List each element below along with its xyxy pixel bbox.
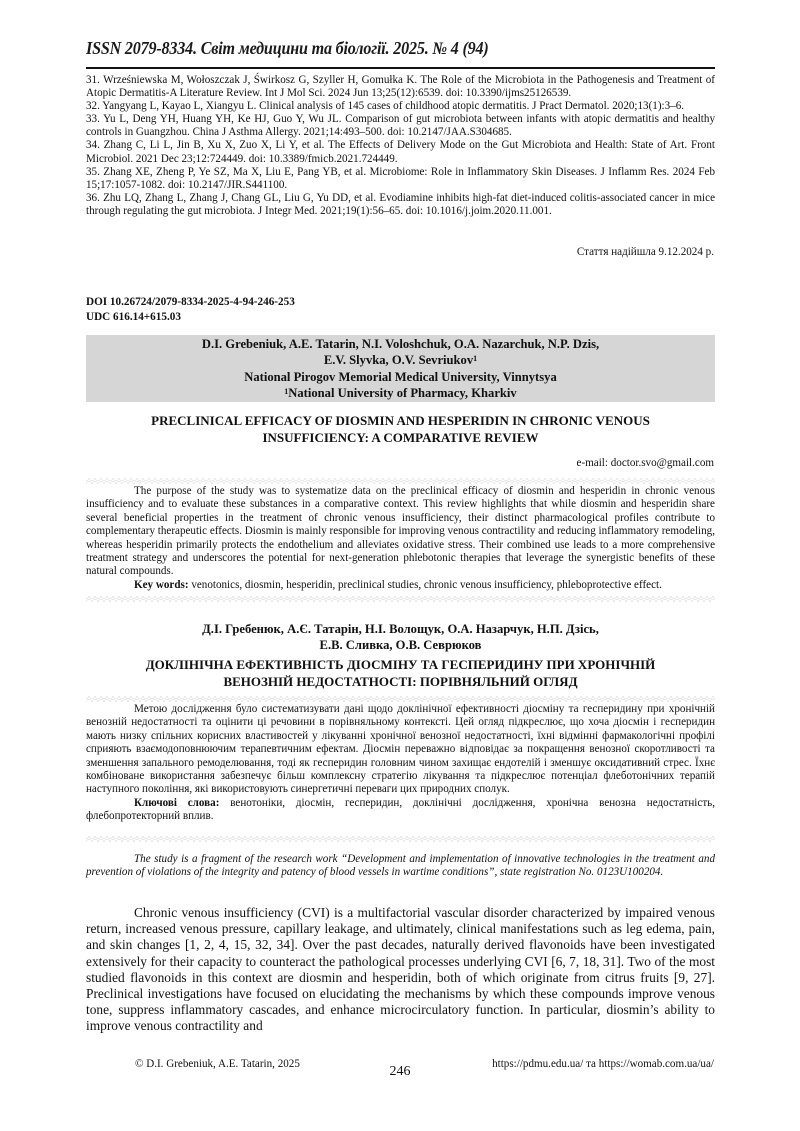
- body-paragraph: Chronic venous insufficiency (CVI) is a multifactorial vascular disorder characterized by impaired venous return, increased venous pressure, capillary leakage, and ultimately, clinical manifestations such as leg edema, pain, and skin changes [1, 2, 4, 15, 32, 34]. Over the past decades, naturally derived flavonoids have been investigated extensively for their capacity to counteract the pathological processes underlying CVI [6, 7, 18, 31]. Two of the most studied flavonoids in this context are diosmin and hesperidin, both of which originate from citrus fruits [9, 27]. Preclinical investigations have focused on elucidating the mechanisms by which these compounds improve venous tone, suppress inflammatory cascades, and enhance microcirculatory function. In particular, diosmin’s ability to improve venous contractility and: [86, 905, 715, 1034]
- abstract-en: [86, 485, 715, 592]
- reference-item: 35. Zhang XE, Zheng P, Ye SZ, Ma X, Liu E, Pang YB, et al. Microbiome: Role in Inflammatory Skin Diseases. J Inflamm Res. 2024 Feb 15;17:1057-1082. doi: 10.2147/JIR.S441100.: [86, 165, 715, 191]
- abstract-border-top: [86, 478, 715, 484]
- abstract-ua-border-bottom: [86, 836, 715, 842]
- article-title-en: [86, 412, 715, 446]
- udc-label: UDC 616.14+615.03: [86, 310, 181, 323]
- header-divider: [86, 67, 715, 69]
- affiliation: National Pirogov Memorial Medical University, Vinnytsya: [244, 369, 557, 384]
- contact-email: e-mail: doctor.svo@gmail.com: [576, 457, 714, 469]
- authors-line: [86, 352, 715, 368]
- affiliation-marker: 1: [473, 354, 478, 364]
- authors-line: Е.В. Сливка, О.В. Севрюков: [319, 638, 482, 653]
- footer-links: https://pdmu.edu.ua/ та https://womab.com.ua/ua/: [492, 1058, 714, 1070]
- affiliation-text: National University of Pharmacy, Kharkiv: [288, 386, 517, 401]
- abstract-ua-border-top: [86, 696, 715, 702]
- keywords: [86, 579, 715, 592]
- keywords-text: венотоніки, діосмін, гесперидин, доклінічні дослідження, хронічна венозна недостатність, флебопротекторний вплив.: [86, 796, 715, 823]
- authors-line-text: E.V. Slyvka, O.V. Sevriukov: [323, 353, 474, 368]
- reference-item: 31. Wrześniewska M, Wołoszczak J, Świrkosz G, Szyller H, Gomułka K. The Role of the Microbiota in the Pathogenesis and Treatment of Atopic Dermatitis-A Literature Review. Int J Mol Sci. 2024 Jun 13;25(12):6539. doi: 10.3390/ijms25126539.: [86, 74, 715, 100]
- reference-list: [86, 74, 715, 218]
- footer-copyright: © D.I. Grebeniuk, A.E. Tatarin, 2025: [135, 1058, 300, 1070]
- title-line: ВЕНОЗНІЙ НЕДОСТАТНОСТІ: ПОРІВНЯЛЬНИЙ ОГЛЯД: [223, 674, 578, 689]
- abstract-text: The purpose of the study was to systematize data on the preclinical efficacy of diosmin and hesperidin in chronic venous insufficiency and to evaluate these substances in a comparative context. This review highlights that while diosmin and hesperidin share several beneficial properties in the treatment of chronic venous insufficiency, their distinct pharmacological profiles contribute to complementary therapeutic effects. Diosmin is mainly responsible for improving venous contractility and reducing inflammatory remodeling, whereas hesperidin primarily protects the endothelium and alleviates oxidative stress. Their combined use leads to a more comprehensive treatment strategy and underscores the potential for next-generation phlebotonic therapies that leverage the synergistic benefits of these natural compounds.: [86, 485, 715, 578]
- abstract-border-bottom: [86, 596, 715, 602]
- funding-note: [86, 853, 715, 880]
- abstract-ua: [86, 703, 715, 824]
- affiliation: [86, 385, 715, 401]
- reference-item: 32. Yangyang L, Kayao L, Xiangyu L. Clinical analysis of 145 cases of childhood atopic dermatitis. J Pract Dermatol. 2020;13(1):3–6.: [86, 100, 685, 113]
- authors-line: D.I. Grebeniuk, A.E. Tatarin, N.I. Voloshchuk, O.A. Nazarchuk, N.P. Dzis,: [201, 337, 600, 351]
- abstract-text: Метою дослідження було систематизувати дані щодо доклінічної ефективності діосміну та гесперидину при хронічній венозній недостатності та оцінити ці речовини в порівняльному контексті. Цей огляд підкреслює, що хоча діосмін і гесперидин мають низку спільних корисних властивостей у лікуванні хронічної венозної недостатності, їхні відмінні фармакологічні профілі сприяють взаємодоповнюючим терапевтичним ефектам. Діосмін переважно відповідає за покращення венозної скоротливості та зменшення запального ремоделювання, тоді як гесперидин головним чином захищає ендотелій і зменшує оксидативний стрес. Їхнє комбіноване використання забезпечує більш комплексну стратегію лікування та підкреслює потенціал флеботонічних терапій наступного покоління, які використовують синергетичні переваги цих природних сполук.: [86, 703, 715, 796]
- funding-note-text: The study is a fragment of the research work “Development and implementation of innovative technologies in the treatment and prevention of violations of the integrity and patency of blood vessels in wartime conditions”, state registration No. 0123U100204.: [86, 853, 715, 879]
- title-line: PRECLINICAL EFFICACY OF DIOSMIN AND HESPERIDIN IN CHRONIC VENOUS: [151, 413, 650, 428]
- title-line: INSUFFICIENCY: A COMPARATIVE REVIEW: [262, 430, 539, 445]
- doi-label: DOI 10.26724/2079-8334-2025-4-94-246-253: [86, 296, 295, 308]
- reference-item: 34. Zhang C, Li L, Jin B, Xu X, Zuo X, Li Y, et al. The Effects of Delivery Mode on the Gut Microbiota and Health: State of Art. Front Microbiol. 2021 Dec 23;12:724449. doi: 10.3389/fmicb.2021.724449.: [86, 139, 715, 165]
- affiliation-marker: 1: [284, 387, 289, 397]
- keywords-label: Ключові слова:: [134, 796, 220, 809]
- title-line: ДОКЛІНІЧНА ЕФЕКТИВНІСТЬ ДІОСМІНУ ТА ГЕСПЕРИДИНУ ПРИ ХРОНІЧНІЙ: [145, 657, 656, 672]
- article-title-ua: [86, 656, 715, 690]
- journal-header: ISSN 2079-8334. Світ медицини та біології. 2025. № 4 (94): [86, 38, 489, 58]
- authors-block-ua: [86, 621, 715, 654]
- keywords: [86, 797, 715, 824]
- article-identifiers: [86, 295, 295, 324]
- page-number: 246: [389, 1064, 411, 1079]
- keywords-text: venotonics, diosmin, hesperidin, preclinical studies, chronic venous insufficiency, phleboprotective effect.: [188, 578, 662, 591]
- received-date: Стаття надійшла 9.12.2024 р.: [576, 246, 714, 258]
- reference-item: 36. Zhu LQ, Zhang L, Zhang J, Chang GL, Liu G, Yu DD, et al. Evodiamine inhibits high-fat diet-induced colitis-associated cancer in mice through regulating the gut microbiota. J Integr Med. 2021;19(1):56–65. doi: 10.1016/j.joim.2020.11.001.: [86, 191, 715, 217]
- authors-line: Д.І. Гребенюк, А.Є. Татарін, Н.І. Волощук, О.А. Назарчук, Н.П. Дзісь,: [202, 622, 599, 636]
- article-body: [86, 905, 715, 1035]
- authors-block-en: [86, 335, 715, 402]
- reference-item: 33. Yu L, Deng YH, Huang YH, Ke HJ, Guo Y, Wu JL. Comparison of gut microbiota between infants with atopic dermatitis and healthy controls in Guangzhou. China J Asthma Allergy. 2021;14:493–500. doi: 10.2147/JAA.S304685.: [86, 113, 715, 139]
- keywords-label: Key words:: [134, 578, 189, 591]
